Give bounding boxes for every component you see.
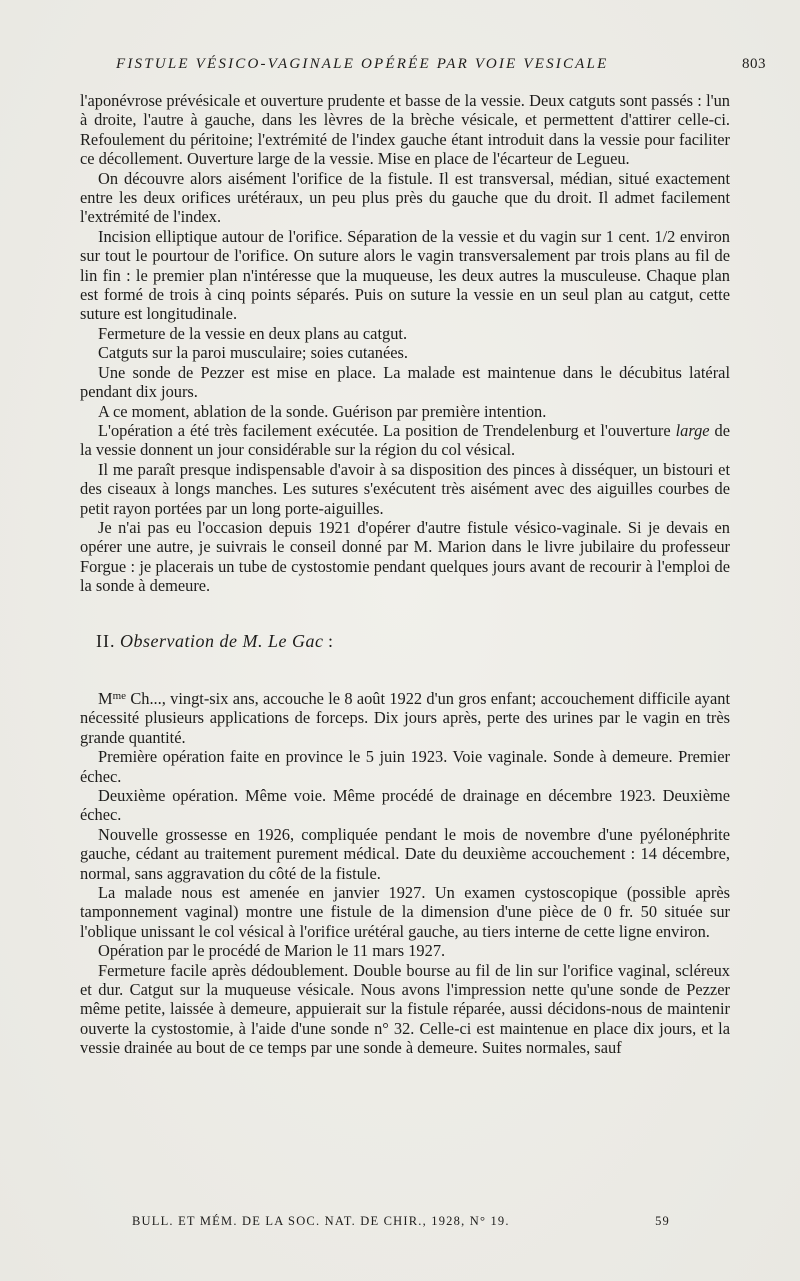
paragraph: Deuxième opération. Même voie. Même procédé de drainage en décembre 1923. Deuxième échec. xyxy=(80,786,730,825)
text-run: de la vessie donnent un jour considérable sur la région du col vésical. xyxy=(80,420,730,460)
italic-word: large xyxy=(675,420,710,440)
paragraph: Première opération faite en province le 5 juin 1923. Voie vaginale. Sonde à demeure. Premier échec. xyxy=(80,747,730,786)
running-header xyxy=(108,56,766,78)
page-number: 803 xyxy=(742,56,766,72)
paragraph xyxy=(80,687,730,747)
paragraph: Fermeture facile après dédoublement. Double bourse au fil de lin sur l'orifice vaginal, scléreux et dur. Catgut sur la muqueuse vésicale. Nous avons l'impression nette qu'une sonde de Pezzer même petite, laissée à demeure, appuierait sur la fistule réparée, aussi décidons-nous de maintenir ouverte la cystostomie, à l'aide d'une sonde n° 32. Celle-ci est maintenue en place dix jours, et la vessie drainée au bout de ce temps par une sonde à demeure. Suites normales, sauf xyxy=(80,960,730,1058)
section-numeral: II. xyxy=(96,630,116,651)
section-heading xyxy=(80,632,730,651)
paragraph: La malade nous est amenée en janvier 1927. Un examen cystoscopique (possible après tamponnement vaginal) montre une fistule de la dimension d'une pièce de 0 fr. 50 située sur l'oblique unissant le col vésical à l'orifice urétéral gauche, au tiers interne de cette ligne environ. xyxy=(80,883,730,941)
text-run: L'opération a été très facilement exécutée. La position de Trendelenburg et l'ouverture xyxy=(98,420,676,440)
paragraph: Je n'ai pas eu l'occasion depuis 1921 d'opérer d'autre fistule vésico-vaginale. Si je devais en opérer une autre, je suivrais le conseil donné par M. Marion dans le livre jubilaire du professeur Forgue : je placerais un tube de cystostomie pendant quelques jours avant de recourir à l'emploi de la sonde à demeure. xyxy=(80,517,730,596)
paragraph: A ce moment, ablation de la sonde. Guérison par première intention. xyxy=(98,401,547,421)
paragraph: Fermeture de la vessie en deux plans au catgut. xyxy=(98,323,408,343)
section-colon: : xyxy=(323,630,333,651)
paragraph: l'aponévrose prévésicale et ouverture prudente et basse de la vessie. Deux catguts sont passés : l'un à droite, l'autre à gauche, dans les lèvres de la brèche vésicale, et permettent d'attirer celle-ci. Refoulement du péritoine; l'extrémité de l'index gauche étant introduit dans la vessie pour faciliter ce décollement. Ouverture large de la vessie. Mise en place de l'écarteur de Legueu. xyxy=(80,91,730,169)
paragraph: Opération par le procédé de Marion le 11 mars 1927. xyxy=(98,941,446,961)
text-run: M xyxy=(98,688,113,708)
paragraph: Une sonde de Pezzer est mise en place. La malade est maintenue dans le décubitus latéral pendant dix jours. xyxy=(80,362,730,402)
signature-mark: 59 xyxy=(655,1214,670,1228)
superscript: me xyxy=(112,689,127,702)
paragraph: Nouvelle grossesse en 1926, compliquée pendant le mois de novembre d'une pyélonéphrite gauche, cédant au traitement purement médical. Date du deuxième accouchement : 14 décembre, normal, sans aggravation du côté de la fistule. xyxy=(80,824,730,883)
section-title: Observation de M. Le Gac xyxy=(120,630,324,651)
footer-citation: BULL. ET MÉM. DE LA SOC. NAT. DE CHIR., 1928, N° 19. xyxy=(132,1214,510,1228)
paragraph: Catguts sur la paroi musculaire; soies cutanées. xyxy=(98,343,408,363)
paragraph: Incision elliptique autour de l'orifice. Séparation de la vessie et du vagin sur 1 cent. 1/2 environ sur tout le pourtour de l'orifice. On suture alors le vagin transversalement par trois plans au fil de lin fin : le premier plan n'intéresse que la muqueuse, les deux autres la musculeuse. Chaque plan est formé de trois à cinq points séparés. Puis on suture la vessie en un seul plan au catgut, cette suture est longitudinale. xyxy=(80,226,730,324)
paragraph xyxy=(80,421,730,460)
paragraph: Il me paraît presque indispensable d'avoir à sa disposition des pinces à disséquer, un bistouri et des ciseaux à longs manches. Les sutures s'exécutent très aisément avec des aiguilles courbes de petit rayon portées par un long porte-aiguilles. xyxy=(80,459,730,518)
running-title: FISTULE VÉSICO-VAGINALE OPÉRÉE PAR VOIE VESICALE xyxy=(116,56,609,72)
text-run: Ch..., vingt-six ans, accouche le 8 août 1922 d'un gros enfant; accouchement difficile ayant nécessité plusieurs applications de forceps. Dix jours après, perte des urines par le vagin en très grande quantité. xyxy=(80,688,730,747)
body-text xyxy=(80,91,730,1058)
paragraph: On découvre alors aisément l'orifice de la fistule. Il est transversal, médian, situé exactement entre les deux orifices urétéraux, un peu plus près du gauche que du droit. Il admet facilement l'extrémité de l'index. xyxy=(80,168,730,227)
